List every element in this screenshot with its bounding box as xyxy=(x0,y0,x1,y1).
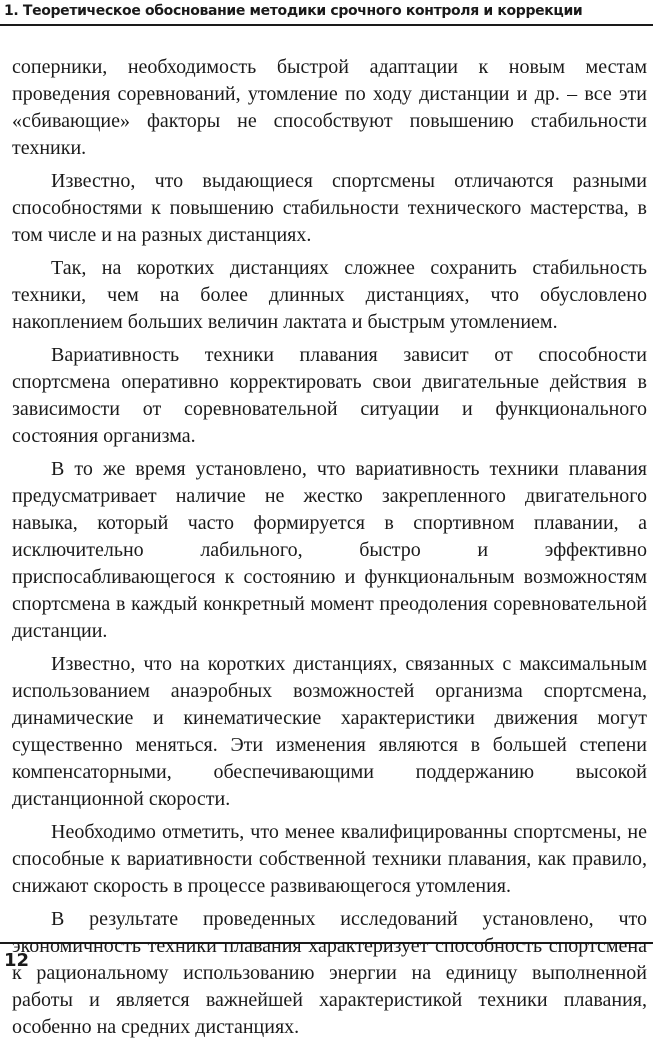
paragraph: Так, на коротких дистанциях сложнее сохранить стабильность техники, чем на более длинных дистанциях, что обусловлено накоплением больших величин лактата и быстрым утомлением. xyxy=(12,257,647,333)
page-number: 12 xyxy=(4,950,30,971)
paragraph: Известно, что выдающиеся спортсмены отличаются разными способностями к повышению стабильности технического мастерства, в том числе и на разных дистанциях. xyxy=(12,170,647,246)
paragraph: Необходимо отметить, что менее квалифицированны спортсмены, не способные к вариативности собственной техники плавания, как правило, снижают скорость в процессе развивающегося утомления. xyxy=(12,821,647,897)
paragraph: Известно, что на коротких дистанциях, связанных с максимальным использованием анаэробных возможностей организма спортсмена, динамические и кинематические характеристики движения могут существенно меняться. Эти изменения являются в большей степени компенсаторными, обеспечивающими поддержанию высокой дистанционной скорости. xyxy=(12,653,647,810)
paragraph: В то же время установлено, что вариативность техники плавания предусматривает наличие не жестко закрепленного двигательного навыка, который часто формируется в спортивном плавании, а исключительно лабильного, быстро и эффективно приспосабливающегося к состоянию и функциональным возможностям спортсмена в каждый конкретный момент преодоления соревновательной дистанции. xyxy=(12,458,647,642)
running-title: 1. Теоретическое обоснование методики срочного контроля и коррекции xyxy=(4,3,583,19)
footer-rule xyxy=(0,942,653,944)
running-header xyxy=(0,0,653,26)
page-body xyxy=(12,54,647,1041)
paragraph: Вариативность техники плавания зависит от способности спортсмена оперативно корректировать свои двигательные действия в зависимости от соревновательной ситуации и функционального состояния организма. xyxy=(12,344,647,447)
paragraph: В результате проведенных исследований установлено, что экономичность техники плавания характеризует способность спортсмена к рациональному использованию энергии на единицу выполненной работы и является важнейшей характеристикой техники плавания, особенно на средних дистанциях. xyxy=(12,908,647,1038)
paragraph-continued: соперники, необходимость быстрой адаптации к новым местам проведения соревнований, утомление по ходу дистанции и др. – все эти «сбивающие» факторы не способствуют повышению стабильности техники. xyxy=(12,56,647,159)
